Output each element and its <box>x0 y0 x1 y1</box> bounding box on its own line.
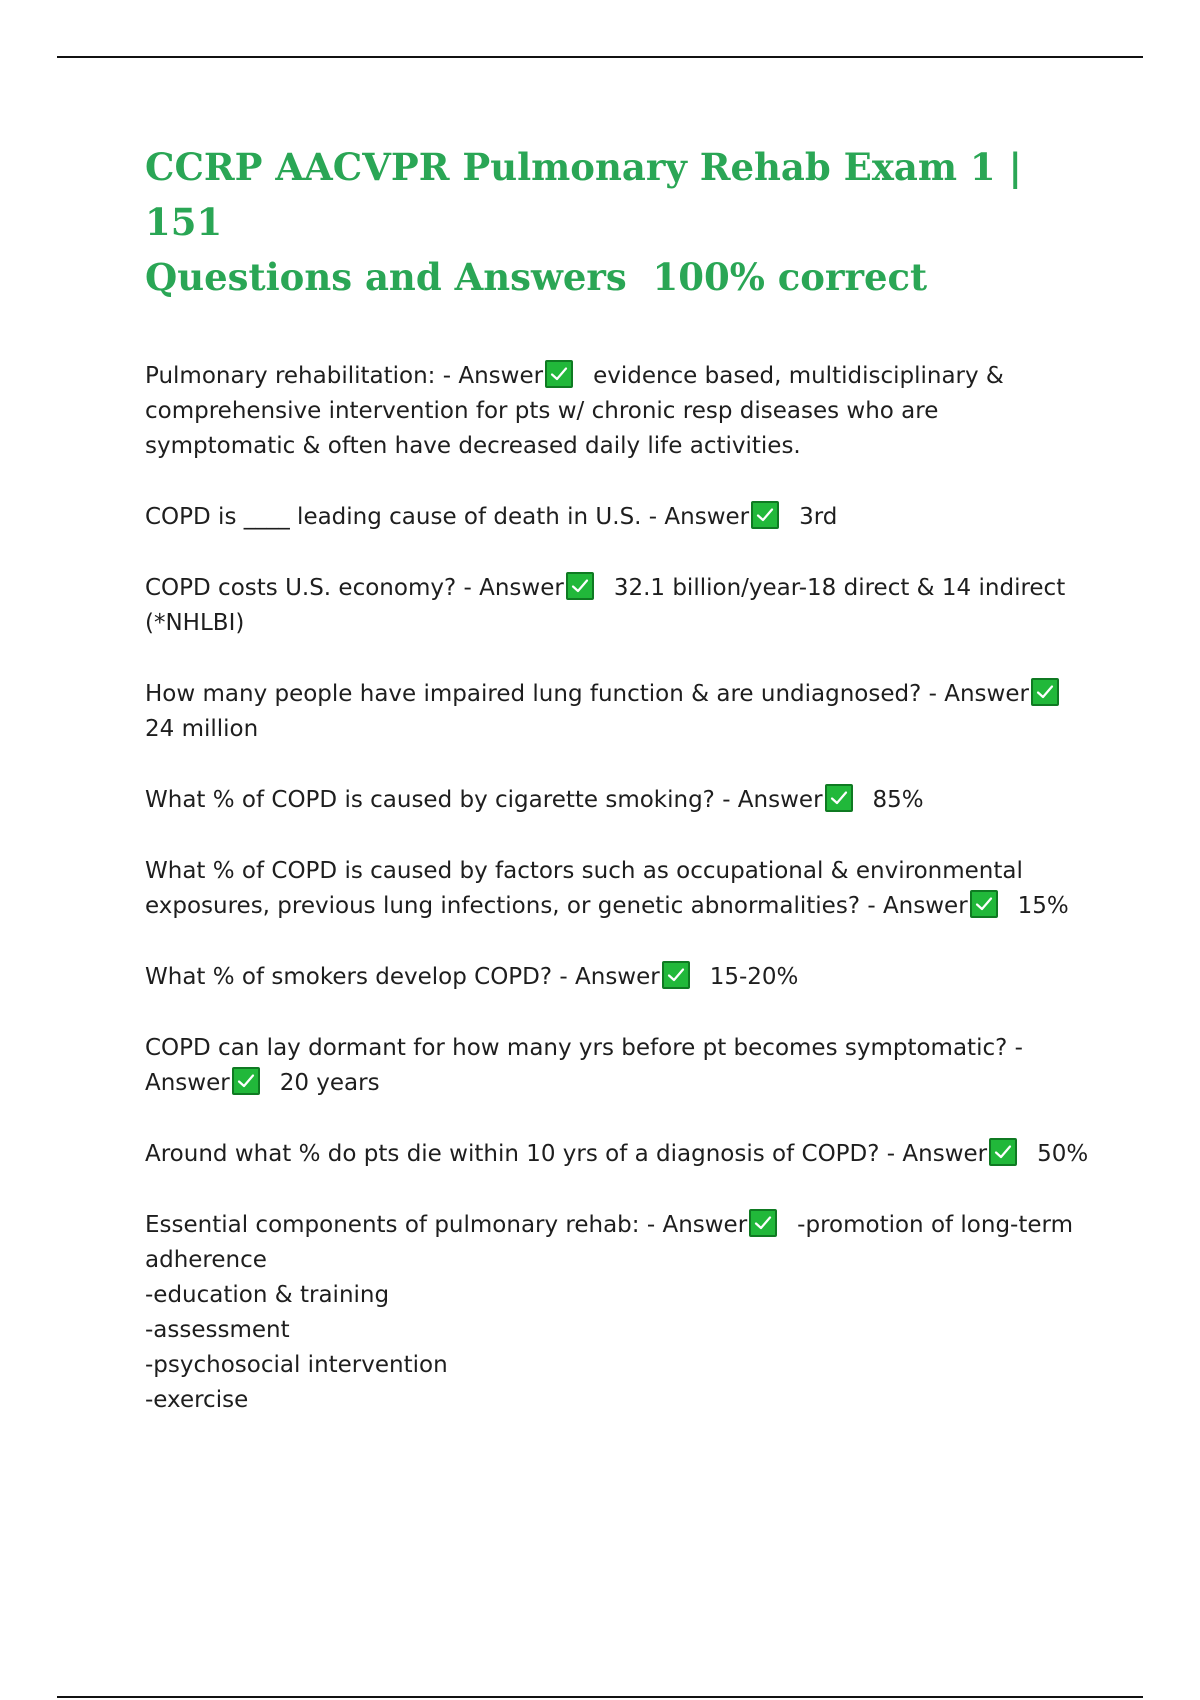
question-text: COPD costs U.S. economy? - Answer <box>145 575 564 601</box>
qa-item <box>145 359 1095 464</box>
document-title: CCRP AACVPR Pulmonary Rehab Exam 1 | 151 Questions and Answers 100% correct <box>145 145 1022 299</box>
qa-item <box>145 677 1095 747</box>
question-text: How many people have impaired lung function & are undiagnosed? - Answer <box>145 681 1029 707</box>
top-rule <box>57 56 1143 58</box>
answer-text: evidence based, multidisciplinary & comprehensive intervention for pts w/ chronic resp diseases who are symptomatic & often have decreased daily life activities. <box>145 363 1012 459</box>
green-checkmark-icon <box>232 1067 260 1095</box>
answer-text: 15-20% <box>709 964 799 990</box>
green-checkmark-icon <box>989 1138 1017 1166</box>
list-item: -assessment <box>145 1317 290 1343</box>
qa-item <box>145 1137 1095 1172</box>
qa-list <box>145 359 1095 1418</box>
bottom-rule <box>57 1696 1143 1698</box>
green-checkmark-icon <box>749 1209 777 1237</box>
question-text: COPD can lay dormant for how many yrs before pt becomes symptomatic? - Answer <box>145 1035 1031 1096</box>
answer-text: 32.1 billion/year-18 direct & 14 indirect (*NHLBI) <box>145 575 1073 636</box>
list-item: -education & training <box>145 1282 390 1308</box>
answer-text: 24 million <box>145 716 259 742</box>
question-text: Essential components of pulmonary rehab: - Answer <box>145 1212 748 1238</box>
green-checkmark-icon <box>545 360 573 388</box>
question-text: What % of COPD is caused by cigarette smoking? - Answer <box>145 787 823 813</box>
green-checkmark-icon <box>751 501 779 529</box>
qa-item <box>145 1031 1095 1101</box>
list-item: -exercise <box>145 1387 249 1413</box>
list-item: -psychosocial intervention <box>145 1352 448 1378</box>
answer-text: 85% <box>872 787 924 813</box>
qa-item <box>145 854 1095 924</box>
answer-text: 15% <box>1017 893 1069 919</box>
green-checkmark-icon <box>970 890 998 918</box>
question-text: COPD is ____ leading cause of death in U.S. - Answer <box>145 504 750 530</box>
answer-text: 3rd <box>799 504 838 530</box>
question-text: What % of smokers develop COPD? - Answer <box>145 964 660 990</box>
qa-item <box>145 571 1095 641</box>
green-checkmark-icon <box>1031 678 1059 706</box>
question-text: Pulmonary rehabilitation: - Answer <box>145 363 544 389</box>
qa-item <box>145 960 1095 995</box>
qa-item <box>145 783 1095 818</box>
qa-item <box>145 1208 1095 1418</box>
green-checkmark-icon <box>566 572 594 600</box>
question-text: What % of COPD is caused by factors such as occupational & environmental exposures, previous lung infections, or genetic abnormalities? - Answer <box>145 858 1031 919</box>
green-checkmark-icon <box>662 961 690 989</box>
document-page <box>145 140 1095 1454</box>
green-checkmark-icon <box>825 784 853 812</box>
question-text: Around what % do pts die within 10 yrs of a diagnosis of COPD? - Answer <box>145 1141 988 1167</box>
qa-item <box>145 500 1095 535</box>
answer-text: 20 years <box>279 1070 380 1096</box>
answer-text: 50% <box>1037 1141 1089 1167</box>
answer-text: -promotion of long-term adherence <box>145 1212 1081 1273</box>
